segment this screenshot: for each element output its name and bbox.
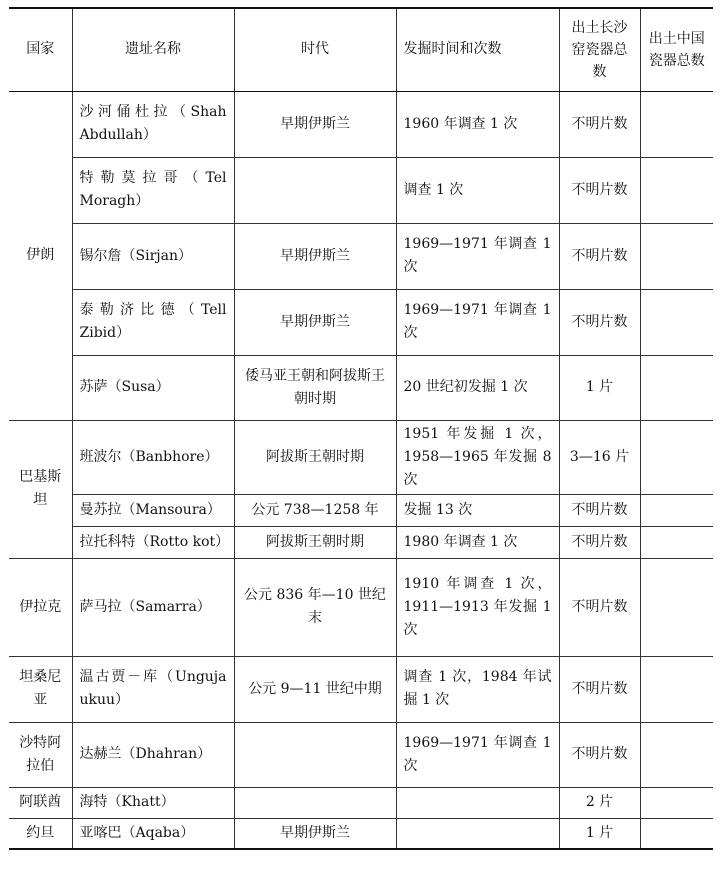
sites-table — [9, 7, 713, 850]
site-name-cell: 亚喀巴（Aqaba） — [72, 818, 234, 849]
country-cell: 伊拉克 — [9, 558, 72, 656]
site-name-cell: 拉托科特（Rotto kot） — [72, 526, 234, 558]
header-changsha-count: 出土长沙窑瓷器总数 — [559, 8, 640, 91]
changsha-count-cell: 不明片数 — [559, 91, 640, 157]
country-cell: 巴基斯坦 — [9, 420, 72, 558]
changsha-count-cell: 不明片数 — [559, 289, 640, 355]
site-name-cell: 特勒莫拉哥（Tel Moragh） — [72, 157, 234, 223]
era-cell — [234, 722, 396, 787]
excavation-cell: 20 世纪初发掘 1 次 — [396, 355, 559, 420]
excavation-cell — [396, 787, 559, 818]
header-era: 时代 — [234, 8, 396, 91]
site-name-cell: 泰勒济比德（Tell Zibid） — [72, 289, 234, 355]
changsha-count-cell: 3—16 片 — [559, 420, 640, 494]
site-name-cell: 海特（Khatt） — [72, 787, 234, 818]
era-cell: 阿拔斯王朝时期 — [234, 420, 396, 494]
chinese-count-cell — [640, 355, 713, 420]
era-cell — [234, 157, 396, 223]
chinese-count-cell — [640, 787, 713, 818]
era-cell — [234, 787, 396, 818]
excavation-cell: 发掘 13 次 — [396, 494, 559, 526]
changsha-count-cell: 1 片 — [559, 818, 640, 849]
era-cell: 早期伊斯兰 — [234, 91, 396, 157]
table-row — [9, 355, 713, 420]
chinese-count-cell — [640, 494, 713, 526]
site-name-cell: 萨马拉（Samarra） — [72, 558, 234, 656]
header-excavation: 发掘时间和次数 — [396, 8, 559, 91]
table-row — [9, 787, 713, 818]
header-site-name: 遗址名称 — [72, 8, 234, 91]
header-chinese-count: 出土中国瓷器总数 — [640, 8, 713, 91]
era-cell: 阿拔斯王朝时期 — [234, 526, 396, 558]
site-name-cell: 班波尔（Banbhore） — [72, 420, 234, 494]
country-cell: 坦桑尼亚 — [9, 656, 72, 722]
excavation-cell: 1969—1971 年调查 1 次 — [396, 223, 559, 289]
changsha-count-cell: 不明片数 — [559, 223, 640, 289]
chinese-count-cell — [640, 722, 713, 787]
table-row — [9, 494, 713, 526]
chinese-count-cell — [640, 157, 713, 223]
site-name-cell: 温古贾－库（Unguja ukuu） — [72, 656, 234, 722]
excavation-cell: 调查 1 次，1984 年试掘 1 次 — [396, 656, 559, 722]
era-cell: 倭马亚王朝和阿拔斯王朝时期 — [234, 355, 396, 420]
table-row — [9, 157, 713, 223]
table-row — [9, 223, 713, 289]
changsha-count-cell: 不明片数 — [559, 722, 640, 787]
table-row — [9, 558, 713, 656]
changsha-count-cell: 不明片数 — [559, 494, 640, 526]
changsha-count-cell: 1 片 — [559, 355, 640, 420]
chinese-count-cell — [640, 526, 713, 558]
site-name-cell: 苏萨（Susa） — [72, 355, 234, 420]
excavation-cell: 1951 年发掘 1 次，1958—1965 年发掘 8 次 — [396, 420, 559, 494]
changsha-count-cell: 不明片数 — [559, 526, 640, 558]
site-name-cell: 达赫兰（Dhahran） — [72, 722, 234, 787]
table-body — [9, 91, 713, 849]
chinese-count-cell — [640, 91, 713, 157]
country-cell: 伊朗 — [9, 91, 72, 420]
era-cell: 早期伊斯兰 — [234, 289, 396, 355]
chinese-count-cell — [640, 558, 713, 656]
site-name-cell: 曼苏拉（Mansoura） — [72, 494, 234, 526]
era-cell: 公元 836 年—10 世纪末 — [234, 558, 396, 656]
excavation-cell: 1960 年调查 1 次 — [396, 91, 559, 157]
chinese-count-cell — [640, 420, 713, 494]
excavation-cell: 1980 年调查 1 次 — [396, 526, 559, 558]
site-name-cell: 锡尔詹（Sirjan） — [72, 223, 234, 289]
table-row — [9, 526, 713, 558]
era-cell: 早期伊斯兰 — [234, 818, 396, 849]
changsha-count-cell: 2 片 — [559, 787, 640, 818]
header-row — [9, 8, 713, 91]
site-name-cell: 沙河俑杜拉（Shah Abdullah） — [72, 91, 234, 157]
table-row — [9, 656, 713, 722]
country-cell: 沙特阿拉伯 — [9, 722, 72, 787]
table-row — [9, 289, 713, 355]
table-row — [9, 818, 713, 849]
era-cell: 早期伊斯兰 — [234, 223, 396, 289]
country-cell: 阿联酋 — [9, 787, 72, 818]
table-row — [9, 420, 713, 494]
excavation-cell: 1969—1971 年调查 1 次 — [396, 722, 559, 787]
changsha-count-cell: 不明片数 — [559, 558, 640, 656]
chinese-count-cell — [640, 223, 713, 289]
chinese-count-cell — [640, 656, 713, 722]
country-cell: 约旦 — [9, 818, 72, 849]
chinese-count-cell — [640, 818, 713, 849]
changsha-count-cell: 不明片数 — [559, 656, 640, 722]
table-row — [9, 722, 713, 787]
excavation-cell: 1969—1971 年调查 1 次 — [396, 289, 559, 355]
excavation-cell — [396, 818, 559, 849]
era-cell: 公元 9—11 世纪中期 — [234, 656, 396, 722]
changsha-count-cell: 不明片数 — [559, 157, 640, 223]
excavation-cell: 1910 年调查 1 次，1911—1913 年发掘 1 次 — [396, 558, 559, 656]
chinese-count-cell — [640, 289, 713, 355]
table-row — [9, 91, 713, 157]
excavation-cell: 调查 1 次 — [396, 157, 559, 223]
header-country: 国家 — [9, 8, 72, 91]
era-cell: 公元 738—1258 年 — [234, 494, 396, 526]
